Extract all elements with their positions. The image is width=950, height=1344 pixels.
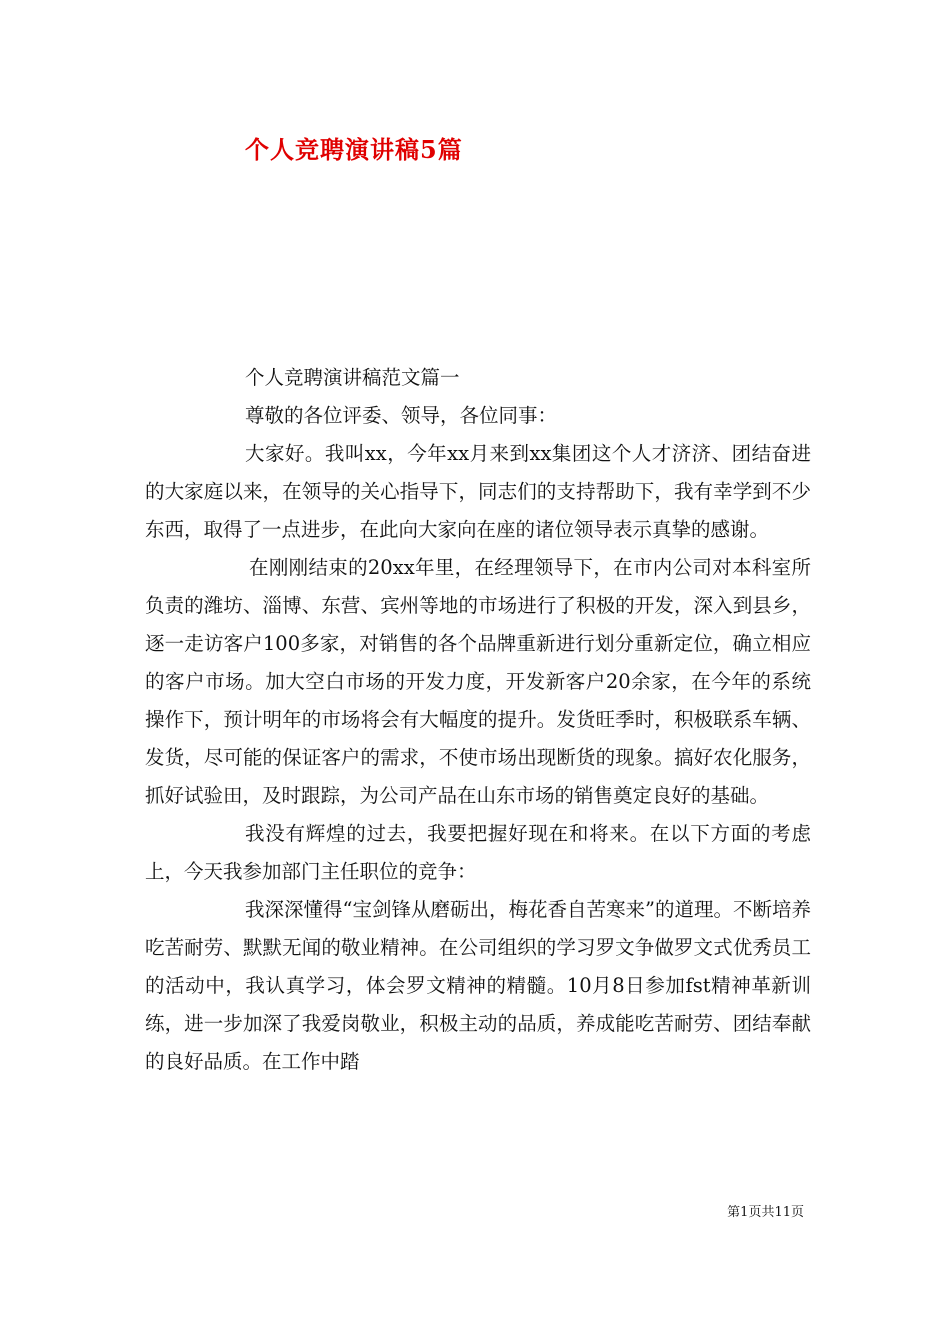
body-paragraph: 大家好。我叫xx，今年xx月来到xx集团这个人才济济、团结奋进的大家庭以来，在领导的关心指导下，同志们的支持帮助下，我有幸学到不少东西，取得了一点进步，在此向大家向在座的诸位领导表示真挚的感谢。 (145, 442, 811, 541)
document-title: 个人竞聘演讲稿5篇 (245, 135, 463, 164)
salutation: 尊敬的各位评委、领导，各位同事： (245, 404, 558, 427)
document-body (145, 359, 811, 1081)
page-number-footer: 第1页共11页 (727, 1205, 804, 1220)
section-heading: 个人竞聘演讲稿范文篇一 (245, 366, 460, 389)
body-paragraph: 我没有辉煌的过去，我要把握好现在和将来。在以下方面的考虑上，今天我参加部门主任职位的竞争： (145, 822, 811, 883)
body-paragraph: 在刚刚结束的20xx年里，在经理领导下，在市内公司对本科室所负责的潍坊、淄博、东营、宾州等地的市场进行了积极的开发，深入到县乡，逐一走访客户100多家，对销售的各个品牌重新进行划分重新定位，确立相应的客户市场。加大空白市场的开发力度，开发新客户20余家，在今年的系统操作下，预计明年的市场将会有大幅度的提升。发货旺季时，积极联系车辆、发货，尽可能的保证客户的需求，不使市场出现断货的现象。搞好农化服务，抓好试验田，及时跟踪，为公司产品在山东市场的销售奠定良好的基础。 (145, 556, 811, 807)
body-paragraph: 我深深懂得“宝剑锋从磨砺出，梅花香自苦寒来”的道理。不断培养吃苦耐劳、默默无闻的敬业精神。在公司组织的学习罗文争做罗文式优秀员工的活动中，我认真学习，体会罗文精神的精髓。10月8日参加fst精神革新训练，进一步加深了我爱岗敬业，积极主动的品质，养成能吃苦耐劳、团结奉献的良好品质。在工作中踏 (145, 898, 811, 1073)
